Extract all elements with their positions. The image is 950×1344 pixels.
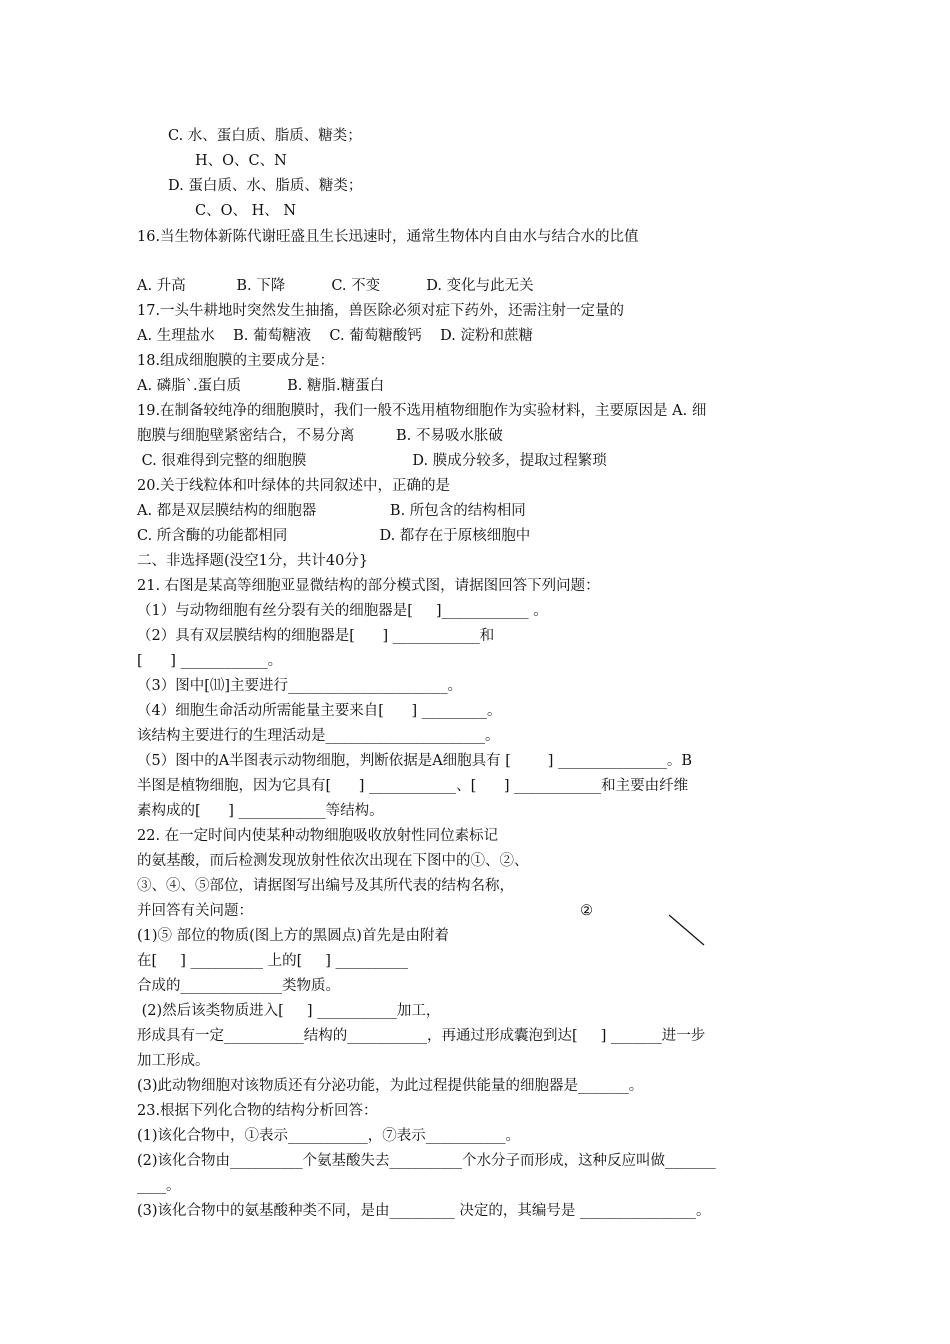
question-17-options: A. 生理盐水 B. 葡萄糖液 C. 葡萄糖酸钙 D. 淀粉和蔗糖	[137, 328, 533, 344]
question-17: 17.一头牛耕地时突然发生抽搐，兽医除必须对症下药外，还需注射一定量的	[137, 303, 625, 319]
question-23-part-2: (2)该化合物由__________个氨基酸失去__________个水分子而形成，这种反应叫做_______	[137, 1153, 716, 1169]
question-22-part-2-end: 加工形成。	[137, 1053, 210, 1069]
question-22-part-2: (2)然后该类物质进入[ ] ___________加工，	[137, 1003, 441, 1019]
question-22: 22. 在一定时间内使某种动物细胞吸收放射性同位素标记	[137, 828, 499, 844]
option-c-elements: H、O、C、N	[195, 153, 287, 169]
question-20-options-ab: A. 都是双层膜结构的细胞器 B. 所包含的结构相同	[137, 503, 526, 519]
question-21-part-5-end: 素构成的[ ] ____________等结构。	[137, 803, 384, 819]
option-c-line: C. 水、蛋白质、脂质、糖类；	[168, 128, 362, 144]
question-19-options: C. 很难得到完整的细胞膜 D. 膜成分较多，提取过程繁琐	[137, 453, 607, 469]
question-16: 16.当生物体新陈代谢旺盛且生长迅速时，通常生物体内自由水与结合水的比值	[137, 229, 639, 245]
question-20-options-cd: C. 所含酶的功能都相同 D. 都存在于原核细胞中	[137, 528, 531, 544]
question-23-part-2-cont: ____。	[137, 1178, 181, 1194]
question-23-part-3: (3)该化合物中的氨基酸种类不同，是由_________ 决定的，其编号是 ________________。	[137, 1203, 711, 1219]
section-heading: 二、非选择题(没空1分，共计40分}	[137, 553, 369, 569]
question-20: 20.关于线粒体和叶绿体的共同叙述中，正确的是	[137, 478, 451, 494]
question-21-part-5: （5）图中的A半图表示动物细胞，判断依据是A细胞具有 [ ] _______________。B	[137, 753, 692, 769]
question-16-options: A. 升高 B. 下降 C. 不变 D. 变化与此无关	[137, 278, 534, 294]
question-22-cont-1: 的氨基酸，而后检测发现放射性依次出现在下图中的①、②、	[137, 853, 529, 869]
question-19-cont: 胞膜与细胞壁紧密结合，不易分离 B. 不易吸水胀破	[137, 428, 503, 444]
question-23: 23.根据下列化合物的结构分析回答：	[137, 1103, 378, 1119]
question-21: 21. 右图是某高等细胞亚显微结构的部分模式图，请据图回答下列问题：	[137, 578, 600, 594]
question-22-cont-2: ③、④、⑤部位，请据图写出编号及其所代表的结构名称，	[137, 878, 514, 894]
option-d-line: D. 蛋白质、水、脂质、糖类；	[168, 178, 363, 194]
question-22-cont-3: 并回答有关问题：	[137, 903, 253, 919]
question-18-options: A. 磷脂`.蛋白质 B. 糖脂.糖蛋白	[137, 378, 385, 394]
question-21-part-5-cont: 半图是植物细胞，因为它具有[ ] ____________、[ ] ____________和主要由纤维	[137, 778, 689, 794]
question-21-part-4: （4）细胞生命活动所需能量主要来自[ ] _________。	[137, 703, 502, 719]
question-18: 18.组成细胞膜的主要成分是：	[137, 353, 335, 369]
question-22-part-3: (3)此动物细胞对该物质还有分泌功能，为此过程提供能量的细胞器是_______。	[137, 1078, 644, 1094]
question-22-part-1: (1)⑤ 部位的物质(图上方的黑圆点)首先是由附着	[137, 928, 449, 944]
question-21-part-3: （3）图中[⑾]主要进行______________________。	[137, 678, 463, 694]
question-21-part-2-cont: [ ] ____________。	[137, 653, 283, 669]
figure-pointer-line	[668, 914, 708, 948]
question-21-part-4-cont: 该结构主要进行的生理活动是______________________。	[137, 728, 500, 744]
question-21-part-2: （2）具有双层膜结构的细胞器是[ ] ____________和	[137, 628, 495, 644]
question-22-part-1-end: 合成的______________类物质。	[137, 978, 340, 994]
question-23-part-1: (1)该化合物中，①表示___________，⑦表示___________。	[137, 1128, 521, 1144]
question-21-part-1: （1）与动物细胞有丝分裂有关的细胞器是[ ]____________ 。	[137, 603, 548, 619]
question-22-part-1-cont: 在[ ] __________ 上的[ ] __________	[137, 953, 409, 969]
question-19: 19.在制备较纯净的细胞膜时，我们一般不选用植物细胞作为实验材料，主要原因是 A. 细	[137, 403, 707, 419]
figure-label: ②	[580, 903, 593, 919]
question-22-part-2-cont: 形成具有一定___________结构的___________，再通过形成囊泡到达[ ] _______进一步	[137, 1028, 706, 1044]
option-d-elements: C、O、 H、 N	[195, 203, 297, 219]
